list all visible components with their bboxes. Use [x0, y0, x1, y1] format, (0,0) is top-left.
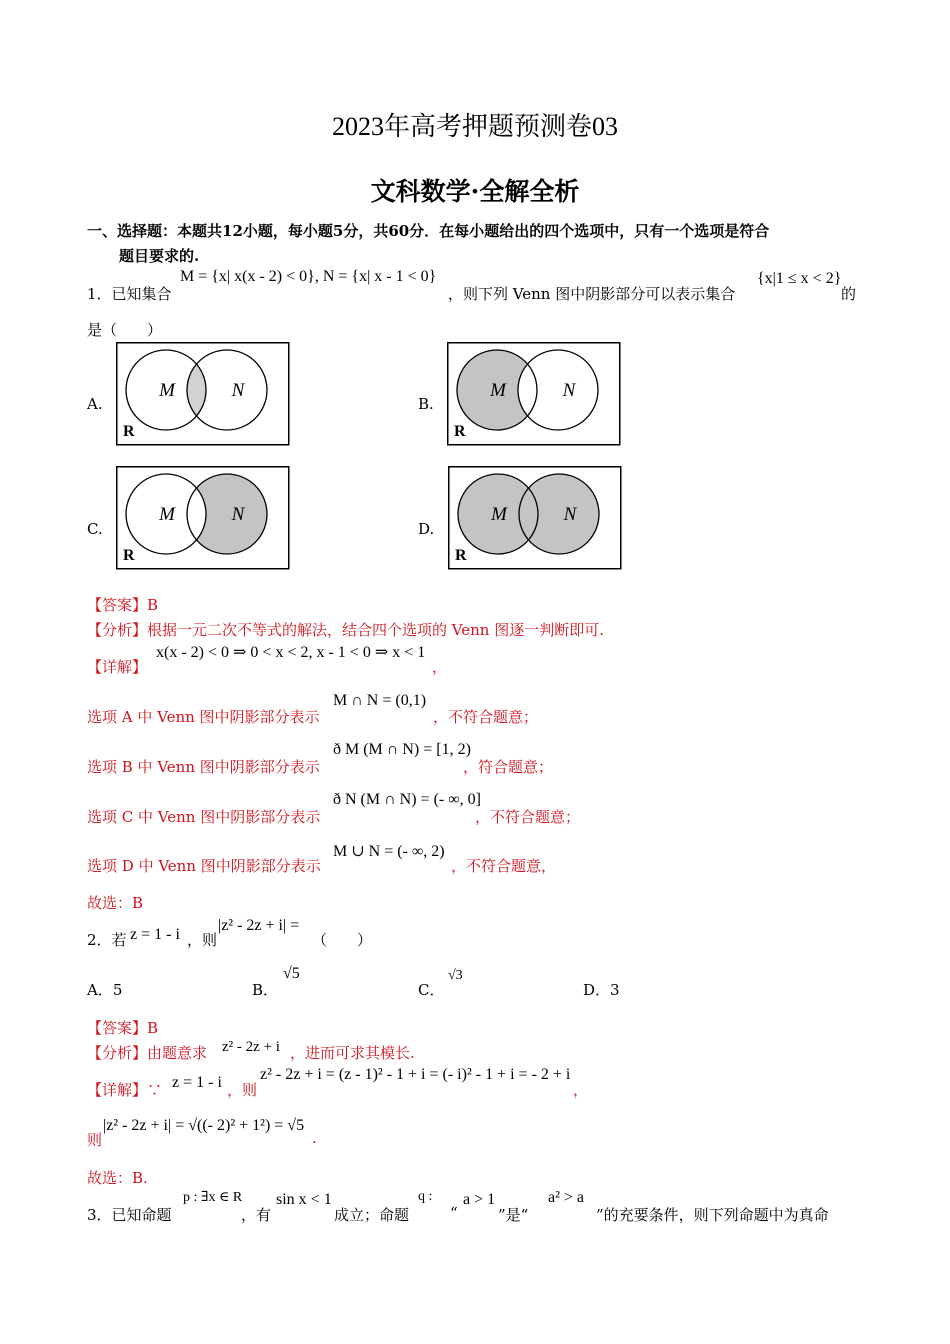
option-d-label: D. — [418, 520, 435, 538]
q2-line2-math: |z² - 2z + i| = √((- 2)² + 1²) = √5 — [103, 1117, 305, 1134]
option-a-label: A. — [87, 395, 103, 413]
option-c-label: C. — [87, 520, 103, 538]
q1-line-a-post: ，不符合题意； — [433, 708, 539, 726]
q2-option-b-math: √5 — [283, 965, 300, 982]
venn-b-n-label: N — [562, 380, 576, 401]
q2-line2-pre: 则 — [87, 1131, 103, 1149]
q3-quote2: ”是“ — [498, 1206, 529, 1224]
q1-detail-end: ， — [432, 658, 448, 676]
q1-line-b-post: ，符合题意； — [463, 758, 554, 776]
section-heading-line2: 题目要求的. — [119, 247, 200, 265]
venn-a-m-label: M — [159, 380, 175, 401]
q1-target-set: {x|1 ≤ x < 2} — [757, 270, 842, 287]
section-heading-line1: 一、选择题：本题共12小题，每小题5分，共60分．在每小题给出的四个选项中，只有一个选项是符合 — [87, 222, 770, 240]
q2-analysis-pre: 【分析】由题意求 — [87, 1044, 208, 1062]
venn-c-n-label: N — [231, 504, 245, 525]
q2-blank: （ ） — [312, 931, 373, 949]
q2-detail-mid: ，则 — [227, 1081, 258, 1099]
q3-proposition-p: p : ∃x ∈ R — [183, 1190, 243, 1205]
q3-cond3: a² > a — [548, 1189, 585, 1206]
venn-diagram-d — [448, 466, 622, 570]
q1-line-c-pre: 选项 C 中 Venn 图中阴影部分表示 — [87, 808, 321, 826]
option-b-label: B. — [418, 395, 434, 413]
q3-cond2: a > 1 — [463, 1191, 496, 1208]
q1-line-b-math: ð M (M ∩ N) = [1, 2) — [333, 741, 471, 758]
q2-lead: 2．若 — [87, 931, 127, 949]
venn-d-n-label: N — [563, 504, 577, 525]
q2-mid: ，则 — [187, 931, 218, 949]
q3-tail: ”的充要条件，则下列命题中为真命 — [596, 1206, 829, 1224]
q3-mid1: ，有 — [241, 1206, 272, 1224]
venn-d-m-label: M — [491, 504, 507, 525]
q1-line-c-math: ð N (M ∩ N) = (- ∞, 0] — [333, 791, 481, 808]
q3-cond1: sin x < 1 — [276, 1191, 332, 1208]
q1-line2: 是（ ） — [87, 321, 163, 339]
q3-proposition-q: q : — [418, 1189, 433, 1204]
q2-option-c-math: √3 — [448, 968, 463, 983]
q3-mid2: 成立；命题 — [334, 1206, 410, 1224]
q2-detail-math: z² - 2z + i = (z - 1)² - 1 + i = (- i)² - 1 + i = - 2 + i — [260, 1066, 571, 1083]
q1-line-d-pre: 选项 D 中 Venn 图中阴影部分表示 — [87, 857, 321, 875]
q2-condition: z = 1 - i — [130, 926, 180, 943]
venn-c-m-label: M — [159, 504, 175, 525]
venn-b-m-label: M — [490, 380, 506, 401]
venn-c-r-label: R — [123, 547, 135, 564]
q2-expression: |z² - 2z + i| = — [218, 917, 300, 934]
q2-option-a: A．5 — [87, 981, 123, 999]
venn-a-r-label: R — [123, 423, 135, 440]
venn-a-n-label: N — [231, 380, 245, 401]
q1-conclusion: 故选：B — [87, 894, 144, 912]
q1-answer: 【答案】B — [87, 596, 159, 614]
q1-mid: ，则下列 Venn 图中阴影部分可以表示集合 — [448, 285, 736, 303]
q2-option-d: D．3 — [583, 981, 620, 999]
q1-set-m-n: M = {x| x(x - 2) < 0}, N = {x| x - 1 < 0} — [180, 268, 437, 285]
q2-answer: 【答案】B — [87, 1019, 159, 1037]
q1-analysis: 【分析】根据一元二次不等式的解法，结合四个选项的 Venn 图逐一判断即可. — [87, 621, 604, 639]
venn-b-r-label: R — [454, 423, 466, 440]
q2-detail-end: ， — [573, 1081, 589, 1099]
q2-option-c-label: C． — [418, 981, 445, 999]
q1-tail: 的 — [841, 285, 857, 303]
venn-diagram-c — [116, 466, 290, 570]
q2-option-b-label: B． — [252, 981, 279, 999]
q2-analysis-post: ，进而可求其模长. — [290, 1044, 415, 1062]
q2-line2-end: . — [312, 1129, 317, 1147]
q1-lead: 1．已知集合 — [87, 285, 172, 303]
q1-detail-tag: 【详解】 — [87, 658, 148, 676]
q1-line-d-math: M ∪ N = (- ∞, 2) — [333, 843, 445, 860]
venn-d-r-label: R — [455, 547, 467, 564]
q1-line-a-pre: 选项 A 中 Venn 图中阴影部分表示 — [87, 708, 320, 726]
q2-detail-condition: z = 1 - i — [172, 1074, 222, 1091]
page-title: 2023年高考押题预测卷03 — [331, 112, 618, 141]
q1-line-a-math: M ∩ N = (0,1) — [333, 692, 427, 709]
q1-line-d-post: ，不符合题意， — [451, 857, 557, 875]
q2-conclusion: 故选：B. — [87, 1169, 148, 1187]
venn-diagram-b — [447, 342, 621, 446]
q1-detail-math: x(x - 2) < 0 ⇒ 0 < x < 2, x - 1 < 0 ⇒ x < 1 — [156, 644, 426, 661]
venn-diagram-a — [116, 342, 290, 446]
q3-quote1: “ — [450, 1204, 458, 1222]
page-subtitle: 文科数学·全解全析 — [370, 177, 580, 206]
q2-detail-pre: 【详解】∵ — [87, 1081, 163, 1099]
q1-line-c-post: ，不符合题意； — [475, 808, 581, 826]
q1-line-b-pre: 选项 B 中 Venn 图中阴影部分表示 — [87, 758, 320, 776]
q2-analysis-math: z² - 2z + i — [222, 1039, 280, 1055]
q3-lead: 3．已知命题 — [87, 1206, 172, 1224]
